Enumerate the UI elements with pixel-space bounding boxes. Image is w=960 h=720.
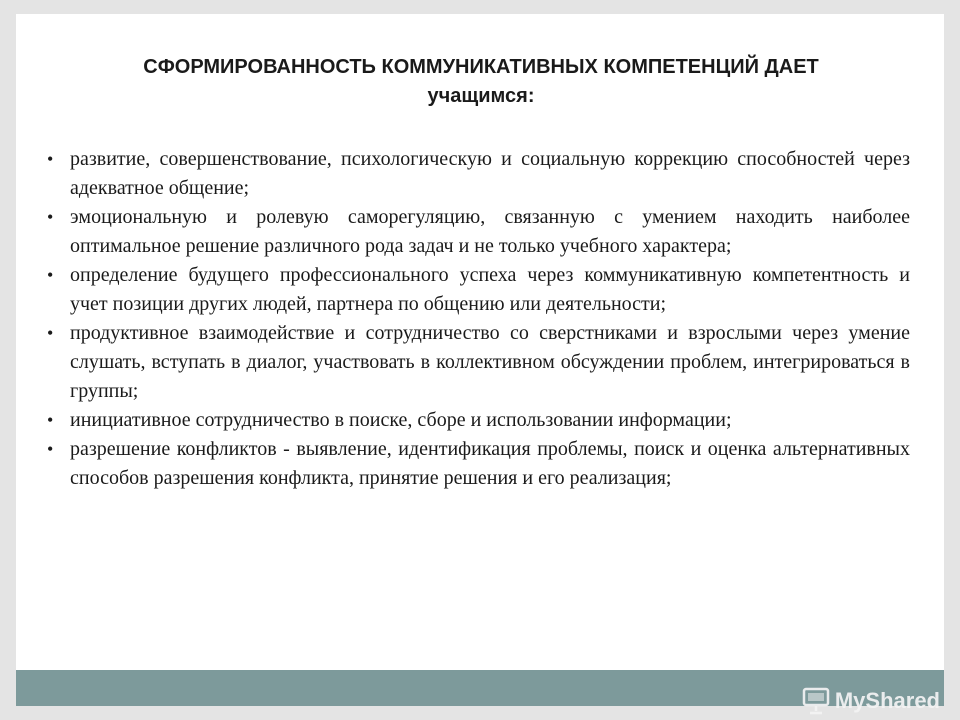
list-item-text: определение будущего профессионального успеха через коммуникативную компетентность и учет позиции других людей, партнера по общению или деятельности; bbox=[70, 264, 910, 315]
watermark-text: MyShared bbox=[834, 688, 940, 713]
list-item-text: разрешение конфликтов - выявление, идентификация проблемы, поиск и оценка альтернативных способов разрешения конфликта, принятие решения и его реализация; bbox=[70, 438, 910, 489]
list-item bbox=[46, 145, 910, 203]
bullet-icon: • bbox=[47, 410, 54, 430]
bullet-icon: • bbox=[47, 439, 54, 459]
list-item bbox=[46, 319, 910, 406]
bullet-icon: • bbox=[47, 149, 54, 169]
bullet-icon: • bbox=[47, 323, 54, 343]
slide bbox=[16, 14, 944, 706]
list-item-text: эмоциональную и ролевую саморегуляцию, связанную с умением находить наиболее оптимальное решение различного рода задач и не только учебного характера; bbox=[70, 206, 910, 257]
list-item bbox=[46, 406, 910, 435]
presentation-icon bbox=[801, 687, 831, 715]
list-item bbox=[46, 261, 910, 319]
bullet-icon: • bbox=[47, 207, 54, 227]
list-item-text: инициативное сотрудничество в поиске, сборе и использовании информации; bbox=[70, 409, 732, 431]
list-item bbox=[46, 435, 910, 493]
slide-heading bbox=[46, 53, 916, 111]
list-item-text: продуктивное взаимодействие и сотрудничество со сверстниками и взрослыми через умение слушать, вступать в диалог, участвовать в коллективном обсуждении проблем, интегрироваться в группы; bbox=[70, 322, 910, 402]
list-item bbox=[46, 203, 910, 261]
bullet-list bbox=[46, 145, 910, 493]
bullet-icon: • bbox=[47, 265, 54, 285]
list-item-text: развитие, совершенствование, психологическую и социальную коррекцию способностей через адекватное общение; bbox=[70, 148, 910, 199]
heading-line-1: СФОРМИРОВАННОСТЬ КОММУНИКАТИВНЫХ КОМПЕТЕНЦИЙ ДАЕТ bbox=[143, 56, 819, 78]
heading-line-2: учащимся: bbox=[427, 85, 535, 107]
watermark bbox=[801, 686, 940, 716]
